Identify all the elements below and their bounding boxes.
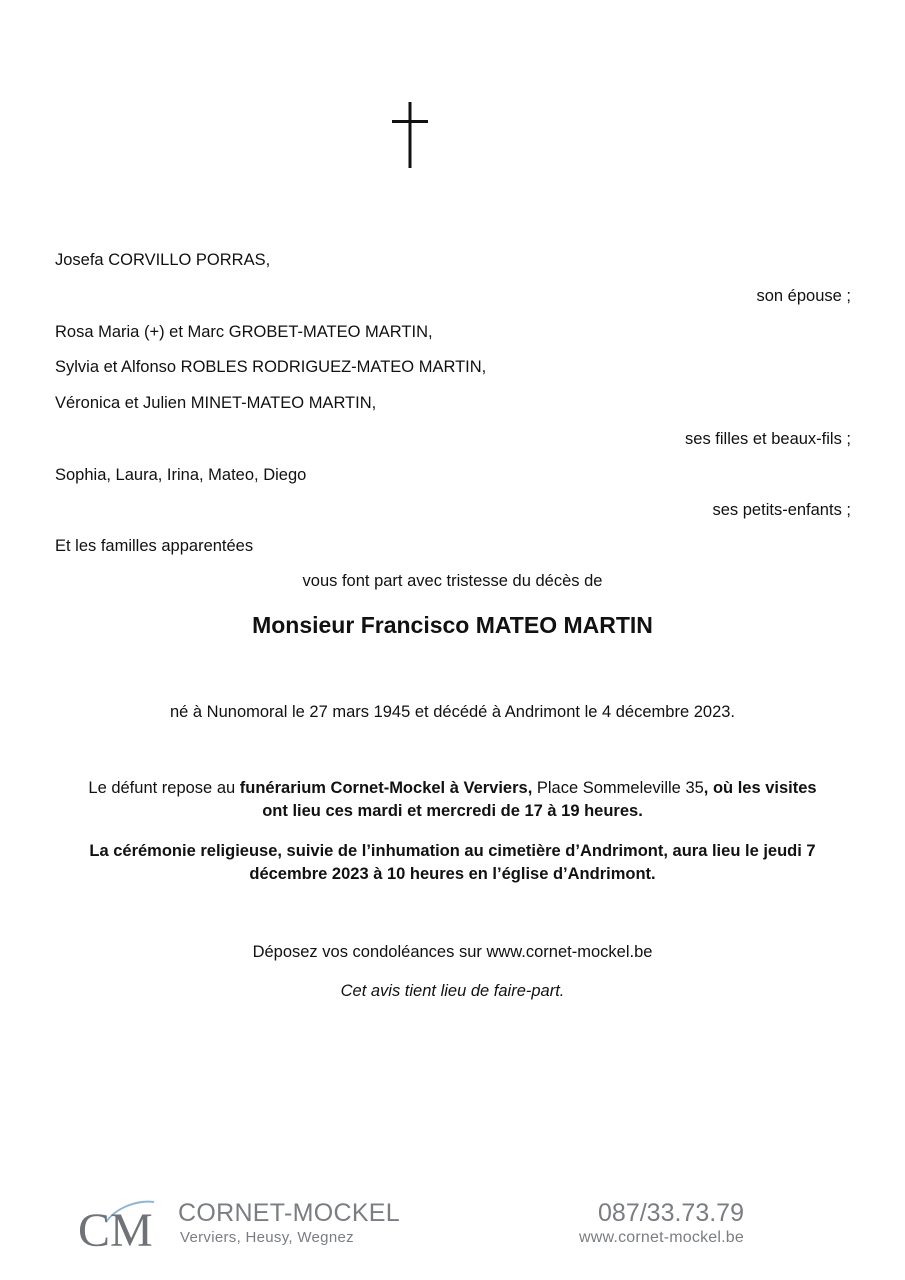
funerarium-name: funérarium Cornet-Mockel à Verviers,: [239, 779, 533, 797]
child-line: Rosa Maria (+) et Marc GROBET-MATEO MARTIN,: [55, 323, 433, 341]
ceremony-line: décembre 2023 à 10 heures en l’église d’Andrimont.: [249, 865, 656, 883]
notice-text: Cet avis tient lieu de faire-part.: [340, 982, 565, 1000]
grandchildren-names: Sophia, Laura, Irina, Mateo, Diego: [55, 466, 307, 484]
child-line: Sylvia et Alfonso ROBLES RODRIGUEZ-MATEO MARTIN,: [55, 358, 487, 376]
cross-icon: [390, 100, 430, 175]
company-locations: Verviers, Heusy, Wegnez: [180, 1229, 354, 1246]
birth-death-line: né à Nunomoral le 27 mars 1945 et décédé à Andrimont le 4 décembre 2023.: [169, 703, 736, 721]
visitation-text-bold: , où les visites: [703, 779, 817, 797]
company-website: www.cornet-mockel.be: [579, 1229, 744, 1246]
company-name: CORNET-MOCKEL: [178, 1199, 400, 1227]
spouse-name: Josefa CORVILLO PORRAS,: [55, 251, 271, 269]
visitation-text: Le défunt repose au: [88, 779, 240, 797]
visitation-paragraph: [55, 777, 850, 823]
visitation-address: Place Sommeleville 35: [532, 779, 704, 797]
child-line: Véronica et Julien MINET-MATEO MARTIN,: [55, 394, 377, 412]
deceased-name: Monsieur Francisco MATEO MARTIN: [252, 612, 653, 638]
ceremony-paragraph: [55, 840, 850, 886]
grandchildren-role: ses petits-enfants ;: [712, 501, 851, 519]
ceremony-line: La cérémonie religieuse, suivie de l’inhumation au cimetière d’Andrimont, aura lieu le jeudi 7: [89, 842, 816, 860]
condolences-line: Déposez vos condoléances sur www.cornet-mockel.be: [252, 943, 653, 961]
announcement-intro: vous font part avec tristesse du décès de: [302, 572, 603, 590]
logo-monogram: CM: [78, 1204, 153, 1257]
notice-line: [55, 981, 850, 1001]
cornet-mockel-logo: [76, 1196, 160, 1271]
company-phone: 087/33.73.79: [598, 1199, 744, 1227]
relatives-line: Et les familles apparentées: [55, 537, 254, 555]
children-role: ses filles et beaux-fils ;: [685, 430, 851, 448]
spouse-role: son épouse ;: [756, 287, 851, 305]
visitation-hours: ont lieu ces mardi et mercredi de 17 à 19 heures.: [262, 802, 643, 820]
